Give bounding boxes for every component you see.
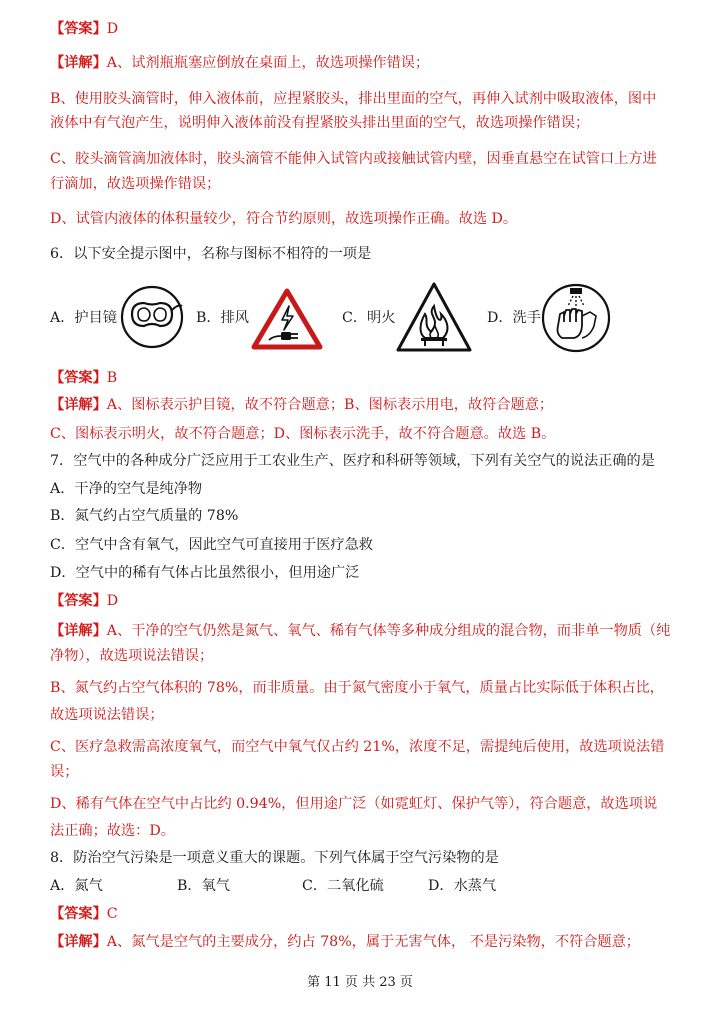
detail-tag: 【详解】 (50, 934, 107, 950)
electric-plug-warning-icon (251, 288, 323, 350)
answer-value: D (106, 593, 119, 609)
detail-tag: 【详解】 (50, 397, 107, 413)
q7-option-d: D．空气中的稀有气体占比虽然很小，但用途广泛 (50, 565, 360, 581)
detail-text: A、试剂瓶瓶塞应倒放在桌面上，故选项操作错误； (106, 55, 430, 71)
q6-answer (50, 368, 670, 388)
q7-detail-line: 净物），故选项说法错误； (50, 648, 214, 664)
q7-answer (50, 591, 670, 611)
goggles-icon (120, 284, 184, 350)
q5-detail-line (50, 53, 670, 73)
q8-option-b: B．氧气 (177, 878, 230, 894)
answer-value: C (106, 906, 118, 922)
q7-option-b: B．氮气约占空气质量的 78% (50, 508, 239, 524)
q7-option-c: C．空气中含有氧气，因此空气可直接用于医疗急救 (50, 537, 373, 553)
q8-option-d: D．水蒸气 (428, 878, 497, 894)
q5-detail-line: B、使用胶头滴管时，伸入液体前，应捏紧胶头，排出里面的空气，再伸入试剂中吸取液体，图中 (50, 91, 657, 107)
detail-text: A、氮气是空气的主要成分，约占 78%，属于无害气体， 不是污染物，不符合题意； (106, 934, 640, 950)
answer-tag: 【答案】 (50, 370, 107, 386)
q7-detail-line: B、氮气约占空气体积的 78%，而非质量。由于氮气密度小于氧气，质量占比实际低于体积占比， (50, 680, 664, 696)
page-footer: 第 11 页 共 23 页 (307, 975, 413, 990)
q7-detail-line: C、医疗急救需高浓度氧气，而空气中氧气仅占约 21%，浓度不足，需提纯后使用，故选项说法错 (50, 739, 665, 755)
q8-option-c: C．二氧化硫 (302, 878, 384, 894)
q8-option-a: A．氮气 (50, 878, 103, 894)
answer-tag: 【答案】 (50, 906, 107, 922)
q7-detail-line: 故选项说法错误； (50, 707, 164, 723)
q5-detail-line: D、试管内液体的体积量较少，符合节约原则，故选项操作正确。故选 D。 (50, 211, 518, 227)
q7-detail-line: 法正确；故选：D。 (50, 823, 175, 839)
detail-tag: 【详解】 (50, 623, 107, 639)
answer-tag: 【答案】 (50, 21, 107, 37)
q6-option-b: B．排风 (196, 310, 249, 326)
q8-stem: 8．防治空气污染是一项意义重大的课题。下列气体属于空气污染物的是 (50, 850, 499, 866)
detail-tag: 【详解】 (50, 55, 107, 71)
detail-text: A、干净的空气仍然是氮气、氧气、稀有气体等多种成分组成的混合物，而非单一物质（纯 (106, 623, 671, 639)
q5-detail-line: C、胶头滴管滴加液体时，胶头滴管不能伸入试管内或接触试管内壁，因垂直悬空在试管口上方进 (50, 151, 657, 167)
q8-detail-line (50, 932, 670, 952)
q7-detail-line: 误； (50, 764, 79, 780)
q6-detail-line: C、图标表示明火，故不符合题意；D、图标表示洗手，故不符合题意。故选 B。 (50, 426, 556, 442)
answer-value: B (106, 370, 118, 386)
q6-detail-line (50, 395, 670, 415)
q6-stem: 6．以下安全提示图中，名称与图标不相符的一项是 (50, 246, 372, 262)
q5-answer (50, 19, 670, 39)
q7-stem: 7．空气中的各种成分广泛应用于工农业生产、医疗和科研等领域，下列有关空气的说法正确的是 (50, 453, 655, 469)
q5-detail-line: 行滴加，故选项操作错误； (50, 176, 221, 192)
q7-detail-line: D、稀有气体在空气中占比约 0.94%，但用途广泛（如霓虹灯、保护气等），符合题意，故选项说 (50, 796, 658, 812)
q7-option-a: A．干净的空气是纯净物 (50, 481, 203, 497)
q7-detail-line (50, 621, 670, 641)
answer-tag: 【答案】 (50, 593, 107, 609)
q8-answer (50, 904, 670, 924)
answer-value: D (106, 21, 119, 37)
q6-option-a: A．护目镜 (50, 310, 117, 326)
open-flame-icon (395, 280, 473, 354)
q5-detail-line: 液体中有气泡产生，说明伸入液体前没有捏紧胶头排出里面的空气，故选项操作错误； (50, 115, 590, 131)
q6-option-d: D．洗手 (487, 310, 541, 326)
detail-text: A、图标表示护目镜，故不符合题意；B、图标表示用电，故符合题意； (106, 397, 554, 413)
hand-washing-icon (540, 282, 612, 354)
q6-option-c: C．明火 (342, 310, 396, 326)
